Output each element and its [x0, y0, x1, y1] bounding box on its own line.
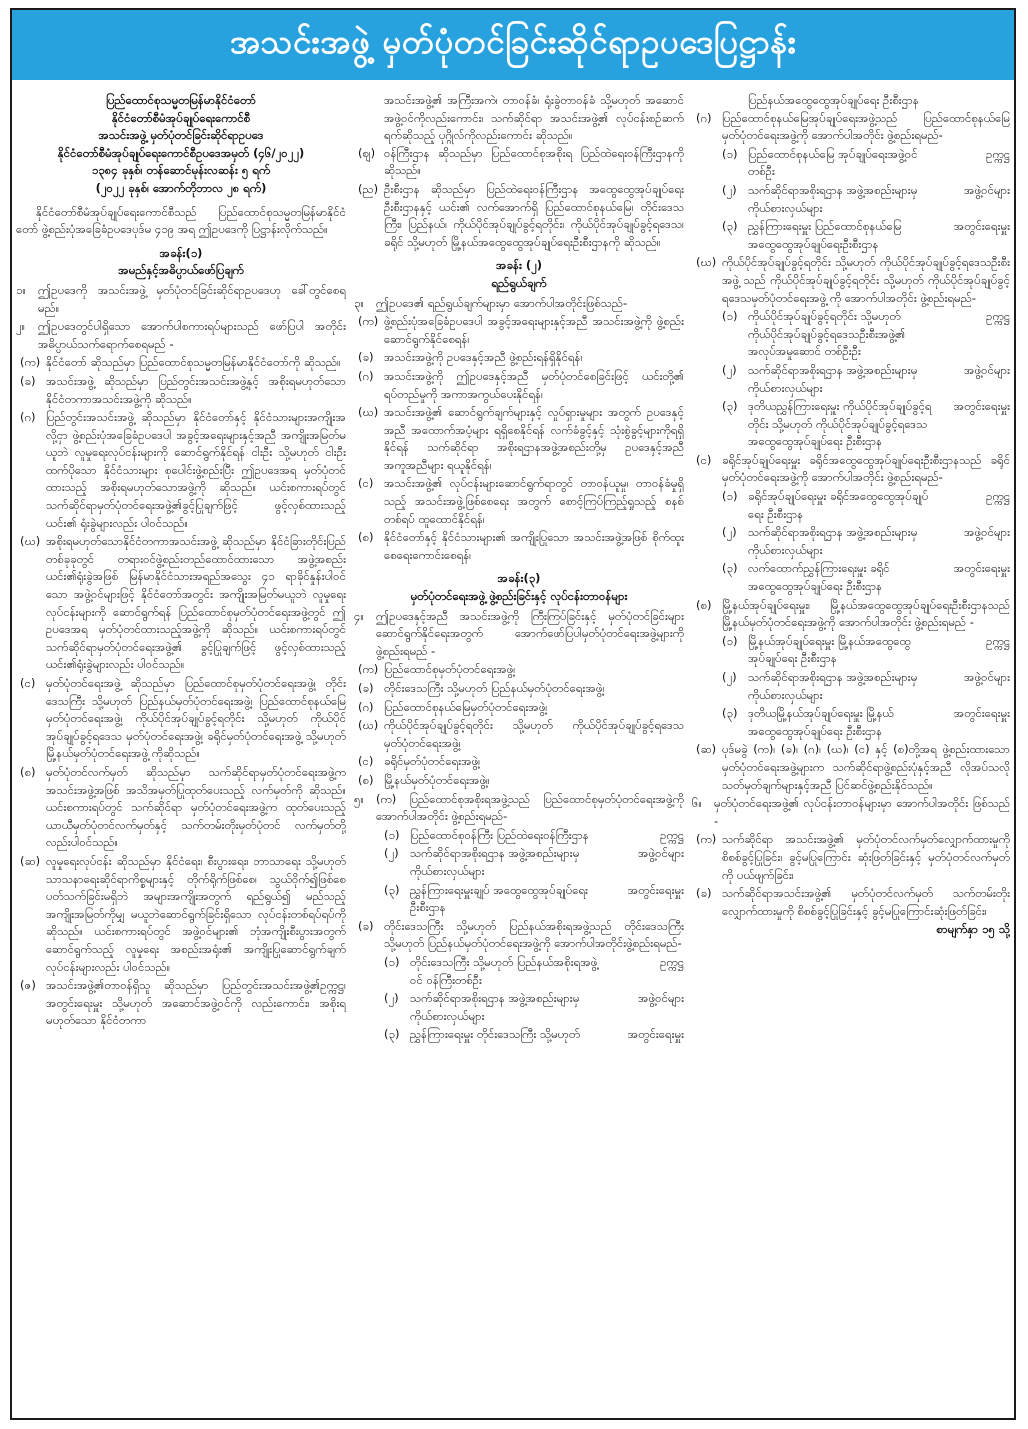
- member-role: ဥက္ကဋ္ဌ: [986, 309, 1010, 324]
- section-number: ၄။: [354, 608, 364, 623]
- member-row: [384, 845, 684, 880]
- header-line: နိုင်ငံတော်စီမံအုပ်ချုပ်ရေးကောင်စီဥပဒေအမှတ် (၄၆/၂၀၂၂): [57, 145, 305, 160]
- clause-text: မြို့နယ်အုပ်ချုပ်ရေးမှူး၊ မြို့နယ်အထွေထွေအုပ်ချုပ်ရေးဦးစီးဌာနသည် မြို့နယ်မှတ်ပုံတင်ရေးအဖွဲ့ကို အောက်ပါအတိုင်း ဖွဲ့စည်းရမည် -: [722, 597, 1010, 630]
- clause-mark: (က): [20, 355, 41, 370]
- chapter-number: အခန်း(၃): [497, 571, 541, 586]
- continued-text: ပြည်နယ်အထွေထွေအုပ်ချုပ်ရေး ဦးစီးဌာန: [748, 93, 919, 107]
- section-number: ၆။: [692, 796, 702, 811]
- section-number: ၂။: [16, 319, 26, 334]
- clause-text: အသင်းအဖွဲ့ ဆိုသည်မှာ ပြည်တွင်းအသင်းအဖွဲ့နှင့် အစိုးရမဟုတ်သော နိုင်ငံတကာအသင်းအဖွဲ့ကို ဆိုသည်။: [46, 373, 346, 406]
- clause-text: မြို့နယ်မှတ်ပုံတင်ရေးအဖွဲ့။: [384, 772, 490, 787]
- member-role: ဥက္ကဋ္ဌ: [986, 146, 1010, 161]
- chapter-title: အမည်နှင့်အဓိပ္ပာယ်ဖော်ပြချက်: [118, 263, 244, 278]
- member-role: ဥက္ကဋ္ဌ: [660, 827, 684, 842]
- member-role: အတွင်းရေးမှူး: [953, 399, 1010, 414]
- clause: [692, 254, 1010, 307]
- member-list: [354, 954, 684, 1044]
- clause-mark: (က): [358, 314, 379, 329]
- clause-mark: (ခ): [358, 918, 374, 933]
- clause-mark: (က): [358, 662, 379, 677]
- member-role: အတွင်းရေးမှူး: [627, 882, 684, 897]
- chapter-number: အခန်း(၁): [159, 245, 203, 260]
- clause-mark: (ဈ): [358, 145, 376, 160]
- member-role: အဖွဲ့ဝင်များ: [964, 362, 1010, 377]
- section: [354, 608, 684, 661]
- member-mark: (၁): [722, 489, 738, 504]
- clause: [354, 699, 684, 717]
- header-line: နိုင်ငံတော်စီမံအုပ်ချုပ်ရေးကောင်စီ: [111, 110, 251, 125]
- clause-mark: (ဂ): [358, 699, 374, 714]
- clause-mark: (ခ): [358, 681, 374, 695]
- member-mark: (၃): [384, 882, 400, 897]
- member-title: သက်ဆိုင်ရာအစိုးရဌာန အဖွဲ့အစည်းများမှ ကိုယ်စားလှယ်များ: [410, 991, 580, 1023]
- clause: [16, 764, 346, 852]
- clause-mark: (ခ): [696, 886, 712, 901]
- member-row: [722, 308, 1010, 361]
- clause-text: အစိုးရမဟုတ်သောနိုင်ငံတကာအသင်းအဖွဲ့ ဆိုသည်မှာ နိုင်ငံခြားတိုင်းပြည်တစ်ခုခုတွင် တရားဝင်ဖွဲ့စည်းတည်ထောင်ထားသော အဖွဲ့အစည်း ယင်း၏ရုံးခွဲအဖြစ် မြန်မာနိုင်ငံသားအရည်အသွေး ၄၁ ရာခိုင်နှုန်းပါဝင်သော အဖွဲ့ဝင်များဖြင့် နိုင်ငံတော်အတွင်း အကျိုးအမြတ်မယူဘဲ လူမှုရေးလုပ်ငန်းများကို ဆောင်ရွက်ရန် ပြည်ထောင်စုမှတ်ပုံတင်ရေးအဖွဲ့တွင် ဤဥပဒေအရ မှတ်ပုံတင်ထားသည့်အဖွဲ့ကို ဆိုသည်။ ယင်းစကားရပ်တွင် သက်ဆိုင်ရာမှတ်ပုံတင်ရေးအဖွဲ့၏ ခွင့်ပြုချက်ဖြင့် ဖွင့်လှစ်ထားသည့် ယင်း၏ရုံးခွဲများလည်း ပါဝင်သည်။: [46, 534, 346, 672]
- clause-text: ကိုယ်ပိုင်အုပ်ချုပ်ခွင့်ရတိုင်း သို့မဟုတ် ကိုယ်ပိုင်အုပ်ချုပ်ခွင့်ရဒေသမှတ်ပုံတင်ရေးအဖွဲ့၊: [384, 718, 684, 750]
- member-role: အတွင်းရေးမှူး: [953, 561, 1010, 576]
- clause: [354, 717, 684, 752]
- clause: [16, 373, 346, 408]
- clause: [354, 145, 684, 180]
- clause-mark: (ဆ): [696, 742, 717, 757]
- member-role: အဖွဲ့ဝင်များ: [964, 182, 1010, 197]
- member-row: [384, 1026, 684, 1044]
- clause-mark: (ဇ): [20, 978, 36, 993]
- member-title: ညွှန်ကြားရေးမှူး ပြည်ထောင်စုနယ်မြေ အထွေထွေအုပ်ချုပ်ရေးဦးစီးဌာန: [748, 219, 902, 251]
- member-row: [722, 524, 1010, 559]
- member-mark: (၃): [384, 1027, 400, 1042]
- continued-on-page-note: စာမျက်နှာ ၁၅ သို့: [936, 922, 1010, 937]
- member-role: အဖွဲ့ဝင်များ: [964, 525, 1010, 540]
- clause-text: ခရိုင်အုပ်ချုပ်ရေးမှူး ခရိုင်အထွေထွေအုပ်ချုပ်ရေးဦးစီးဌာနသည် ခရိုင်မှတ်ပုံတင်ရေးအဖွဲ့ကို အောက်ပါအတိုင်း ဖွဲ့စည်းရမည်-: [722, 452, 1010, 485]
- clause-mark: (ဂ): [358, 368, 374, 383]
- member-row: [384, 990, 684, 1025]
- section-number: ၃။: [354, 295, 364, 310]
- member-row: [722, 669, 1010, 704]
- clause-mark: (ဆ): [20, 853, 41, 868]
- intro-paragraph: နိုင်ငံတော်စီမံအုပ်ချုပ်ရေးကောင်စီသည် ပြည်ထောင်စုသမ္မတမြန်မာနိုင်ငံတော် ဖွဲ့စည်းပုံအခြေခံဥပဒေပုဒ်မ ၄၁၉ အရ ဤဥပဒေကို ပြဋ္ဌာန်းလိုက်သည်။: [16, 204, 346, 237]
- header-line: (၂၀၂၂ ခုနှစ်၊ အောက်တိုဘာလ ၂၈ ရက်): [95, 180, 267, 195]
- clause-mark: (ဃ): [696, 255, 717, 270]
- clause-text: အသင်းအဖွဲ့ကို ဥပဒေနှင့်အညီ ဖွဲ့စည်းရန်ရှိနိုင်ရန်၊: [384, 350, 583, 365]
- member-title: သက်ဆိုင်ရာအစိုးရဌာန အဖွဲ့အစည်းများမှ ကိုယ်စားလှယ်များ: [748, 362, 918, 395]
- member-mark: (၃): [722, 561, 738, 576]
- member-mark: (၂): [384, 991, 399, 1006]
- member-title: သက်ဆိုင်ရာအစိုးရဌာန အဖွဲ့အစည်းများမှ ကိုယ်စားလှယ်များ: [748, 182, 918, 215]
- member-list: [692, 488, 1010, 596]
- section-text: မှတ်ပုံတင်ရေးအဖွဲ့၏ လုပ်ငန်းတာဝန်များမှာ အောက်ပါအတိုင်း ဖြစ်သည် -: [714, 796, 1010, 828]
- definition-list: [16, 354, 346, 1030]
- clause: [354, 349, 684, 367]
- clause: [16, 853, 346, 976]
- clause-text: နိုင်ငံတော်နှင့် နိုင်ငံသားများ၏ အကျိုးပြုသော အသင်းအဖွဲ့အဖြစ် စိုက်ထူးစေရေးကောင်းစေရန်၊: [384, 530, 684, 562]
- clause: [354, 680, 684, 698]
- clause: [692, 885, 1010, 920]
- member-title: လက်ထောက်ညွှန်ကြားရေးမှူး ခရိုင်အထွေထွေအုပ်ချုပ်ရေး ဦးစီးဌာန: [748, 561, 890, 594]
- clause-mark: (စ): [358, 772, 374, 787]
- clause: [354, 529, 684, 564]
- clause-mark: (ခ): [20, 373, 36, 388]
- section-number: ၅။: [354, 791, 364, 806]
- member-role: ဥက္ကဋ္ဌ: [986, 489, 1010, 504]
- member-row: [384, 827, 684, 845]
- member-mark: (၃): [722, 399, 738, 414]
- clause-text: အသင်းအဖွဲ့၏တာဝန်ရှိသူ ဆိုသည်မှာ ပြည်တွင်းအသင်းအဖွဲ့၏ဥက္ကဋ္ဌ၊ အတွင်းရေးမှူး သို့မဟုတ် အဆောင်အဖွဲ့ဝင်ကို လည်းကောင်း၊ အစိုးရမဟုတ်သော နိုင်ငံတကာ: [46, 978, 346, 1028]
- member-row: [722, 362, 1010, 397]
- clause-text: သက်ဆိုင်ရာအသင်းအဖွဲ့၏ မှတ်ပုံတင်လက်မှတ် သက်တမ်းတိုးလျှောက်ထားမှုကို စိစစ်ခွင့်ပြုခြင်းနှင့် ခွင့်မပြုကြောင်းဆုံးဖြတ်ခြင်း၊: [722, 886, 1010, 918]
- member-mark: (၁): [384, 954, 400, 969]
- clause-text: ဖွဲ့စည်းပုံအခြေခံဥပဒေပါ အခွင့်အရေးများနှင့်အညီ အသင်းအဖွဲ့ကို ဖွဲ့စည်းဆောင်ရွက်နိုင်စေရန်၊: [384, 314, 684, 346]
- member-list: [692, 633, 1010, 741]
- section: [692, 795, 1010, 830]
- clause-mark: (ဂ): [20, 410, 36, 425]
- member-role: အဖွဲ့ဝင်များ: [638, 991, 684, 1006]
- clause-mark: (စ): [358, 530, 374, 545]
- member-role: အဖွဲ့ဝင်များ: [964, 670, 1010, 684]
- clause: [354, 772, 684, 790]
- member-role: ဥက္ကဋ္ဌ: [660, 954, 684, 969]
- clause-mark: (င): [358, 476, 374, 491]
- clause: [16, 409, 346, 532]
- member-title: ညွှန်ကြားရေးမှူး တိုင်းဒေသကြီး သို့မဟုတ်: [410, 1027, 581, 1042]
- section-text: ဤဥပဒေ၏ ရည်ရွယ်ချက်များမှာ အောက်ပါအတိုင်းဖြစ်သည်-: [376, 295, 628, 310]
- member-title: သက်ဆိုင်ရာအစိုးရဌာန အဖွဲ့အစည်းများမှ ကိုယ်စားလှယ်များ: [748, 670, 918, 702]
- member-mark: (၂): [722, 182, 737, 197]
- section-number: ၁။: [16, 282, 26, 297]
- clause: [16, 533, 346, 674]
- member-title: ကိုယ်ပိုင်အုပ်ချုပ်ခွင့်ရတိုင်း သို့မဟုတ် ကိုယ်ပိုင်အုပ်ချုပ်ခွင့်ရဒေသဦးစီးအဖွဲ့၏ အလုပ်အမှုဆောင် တစ်ဦးဦး: [748, 309, 906, 359]
- member-row: [722, 560, 1010, 595]
- clause: [16, 675, 346, 763]
- clause-mark: (စ): [20, 764, 36, 779]
- header-line: အသင်းအဖွဲ့ မှတ်ပုံတင်ခြင်းဆိုင်ရာဥပဒေ: [98, 128, 264, 143]
- member-title: ညွှန်ကြားရေးမှူးချုပ် အထွေထွေအုပ်ချုပ်ရေးဦးစီးဌာန: [410, 882, 588, 915]
- objective-list: [354, 313, 684, 564]
- header-line: ၁၃၈၄ ခုနှစ်၊ တန်ဆောင်မုန်းလဆန်း ၅ ရက်: [91, 163, 271, 178]
- clause-text: တိုင်းဒေသကြီး သို့မဟုတ် ပြည်နယ်အစိုးရအဖွဲ့သည် တိုင်းဒေသကြီး သို့မဟုတ် ပြည်နယ်မှတ်ပုံတင်ရေးအဖွဲ့ကို အောက်ပါအတိုင်းဖွဲ့စည်းရမည်-: [384, 918, 684, 951]
- member-list: [692, 146, 1010, 254]
- clause-mark: (င): [20, 676, 36, 690]
- member-title: သက်ဆိုင်ရာအစိုးရဌာန အဖွဲ့အစည်းများမှ ကိုယ်စားလှယ်များ: [748, 525, 918, 557]
- clause-mark: (ဃ): [20, 534, 41, 549]
- clause-mark: (ခ): [358, 350, 374, 365]
- column-1: [16, 92, 346, 1414]
- chapter-title: မှတ်ပုံတင်ရေးအဖွဲ့ ဖွဲ့စည်းခြင်းနှင့် လုပ်ငန်းတာဝန်များ: [410, 589, 628, 604]
- member-role: ဥက္ကဋ္ဌ: [986, 633, 1010, 648]
- clause: [692, 831, 1010, 884]
- clause-mark: (ည): [358, 181, 379, 196]
- clause: [354, 313, 684, 348]
- clause-mark: (ဃ): [358, 405, 379, 420]
- clause-text: အသင်းအဖွဲ့ကို ဤဥပဒေနှင့်အညီ မှတ်ပုံတင်စေခြင်းဖြင့် ယင်းတို့၏ ရပ်တည်မှုကို အကာအကွယ်ပေးနိုင်ရန်၊: [384, 368, 684, 401]
- definition-list: [354, 145, 684, 252]
- column-2: [354, 92, 684, 1414]
- chapter-title: ရည်ရွယ်ချက်: [491, 275, 547, 290]
- clause-mark: (က): [696, 832, 717, 847]
- header-line: ပြည်ထောင်စုသမ္မတမြန်မာနိုင်ငံတော်: [105, 93, 257, 107]
- clause: [354, 404, 684, 474]
- clause: [354, 181, 684, 251]
- clause-text: ပြည်ထောင်စုမှတ်ပုံတင်ရေးအဖွဲ့၊: [384, 662, 516, 677]
- clause-text: ပြည်ထောင်စုအစိုးရအဖွဲ့သည် ပြည်ထောင်စုမှတ်ပုံတင်ရေးအဖွဲ့ကို အောက်ပါအတိုင်း ဖွဲ့စည်းရမည်-: [376, 791, 684, 824]
- duty-list: [692, 831, 1010, 920]
- member-row: [722, 218, 1010, 253]
- section: [354, 295, 684, 313]
- clause-text: ခရိုင်မှတ်ပုံတင်ရေးအဖွဲ့၊: [384, 754, 481, 769]
- member-title: ပြည်ထောင်စုဝန်ကြီး ပြည်ထဲရေးဝန်ကြီးဌာန: [410, 827, 589, 842]
- clause: [16, 977, 346, 1030]
- clause-mark: (ဂ): [696, 110, 712, 125]
- member-row: [384, 954, 684, 989]
- document-body: [16, 92, 1012, 1414]
- clause: [354, 661, 684, 679]
- section: [16, 282, 346, 317]
- clause-text: ကိုယ်ပိုင်အုပ်ချုပ်ခွင့်ရတိုင်း သို့မဟုတ် ကိုယ်ပိုင်အုပ်ချုပ်ခွင့်ရဒေသဦးစီးအဖွဲ့ သည် ကိုယ်ပိုင်အုပ်ချုပ်ခွင့်ရတိုင်း သို့မဟုတ် ကိုယ်ပိုင်အုပ်ချုပ်ခွင့်ရဒေသမှတ်ပုံတင်ရေးအဖွဲ့ ကို အောက်ပါအတိုင်း ဖွဲ့စည်းရမည်-: [722, 255, 1010, 305]
- member-title: မြို့နယ်အုပ်ချုပ်ရေးမှူး မြို့နယ်အထွေထွေအုပ်ချုပ်ရေး ဦးစီးဌာန: [748, 633, 911, 666]
- member-mark: (၃): [722, 219, 738, 234]
- chapter-number: အခန်း (၂): [495, 258, 543, 273]
- clause: [692, 597, 1010, 632]
- member-role: အတွင်းရေးမှူး: [953, 219, 1010, 234]
- clause-text: သက်ဆိုင်ရာ အသင်းအဖွဲ့၏ မှတ်ပုံတင်လက်မှတ်လျှောက်ထားမှုကို စိစစ်ခွင့်ပြုခြင်း၊ ခွင့်မပြုကြောင်း ဆုံးဖြတ်ခြင်းနှင့် မှတ်ပုံတင်လက်မှတ်ကို ပယ်ဖျက်ခြင်း၊: [722, 832, 1010, 882]
- clause-text: ပြည်ထောင်စုနယ်မြေအုပ်ချုပ်ရေးအဖွဲ့သည် ပြည်ထောင်စုနယ်မြေမှတ်ပုံတင်ရေးအဖွဲ့ကို အောက်ပါအတိုင်း ဖွဲ့စည်းရမည်-: [722, 110, 1010, 143]
- member-mark: (၂): [722, 670, 737, 684]
- member-mark: (၁): [722, 309, 738, 324]
- member-row: [722, 705, 1010, 740]
- clause: [16, 354, 346, 372]
- member-role: အတွင်းရေးမှူး: [953, 706, 1010, 721]
- clause-mark: (င): [696, 452, 712, 467]
- clause-text: ပြည်တွင်းအသင်းအဖွဲ့ ဆိုသည်မှာ နိုင်ငံတော်နှင့် နိုင်ငံသားများအကျိုးအလို့ငှာ ဖွဲ့စည်းပုံအခြေခံဥပဒေပါ အခွင့်အရေးများနှင့်အညီ အကျိုးအမြတ်မယူဘဲ လူမှုရေးလုပ်ငန်းများကို ဆောင်ရွက်နိုင်ရန် ငါးဦး သို့မဟုတ် ငါးဦးထက်ပိုသော နိုင်ငံသားများ စုပေါင်းဖွဲ့စည်းပြီး ဤဥပဒေအရ မှတ်ပုံတင်ထားသည့် အစိုးရမဟုတ်သောအဖွဲ့ကို ဆိုသည်။ ယင်းစကားရပ်တွင် သက်ဆိုင်ရာမှတ်ပုံတင်ရေးအဖွဲ့၏ခွင့်ပြုချက်ဖြင့် ဖွင့်လှစ်ထားသည့် ယင်း၏ ရုံးခွဲများလည်း ပါဝင်သည်။: [46, 410, 346, 530]
- clause: [354, 753, 684, 771]
- section-text: ဤဥပဒေနှင့်အညီ အသင်းအဖွဲ့ကို ကြီးကြပ်ခြင်းနှင့် မှတ်ပုံတင်ခြင်းများ ဆောင်ရွက်နိုင်ရေးအတွက် အောက်ဖော်ပြပါမှတ်ပုံတင်ရေးအဖွဲ့များကို ဖွဲ့စည်းရမည် -: [376, 608, 684, 658]
- section-text: ဤဥပဒေကို အသင်းအဖွဲ့ မှတ်ပုံတင်ခြင်းဆိုင်ရာဥပဒေဟု ခေါ်တွင်စေရမည်။: [38, 282, 346, 315]
- clause: [354, 475, 684, 528]
- member-row: [722, 146, 1010, 181]
- clause-mark: (စ): [696, 597, 712, 612]
- member-mark: (၂): [722, 362, 737, 377]
- clause-text: နိုင်ငံတော် ဆိုသည်မှာ ပြည်ထောင်စုသမ္မတမြန်မာနိုင်ငံတော်ကို ဆိုသည်။: [46, 355, 341, 370]
- clause-mark: (က): [376, 791, 397, 806]
- member-mark: (၁): [722, 146, 738, 161]
- member-title: ခရိုင်အုပ်ချုပ်ရေးမှူး ခရိုင်အထွေထွေအုပ်ချုပ်ရေး ဦးစီးဌာန: [748, 489, 929, 521]
- clause-text: ပုဒ်မခွဲ (က)၊ (ခ)၊ (ဂ)၊ (ဃ)၊ (င) နှင့် (စ)တို့အရ ဖွဲ့စည်းထားသော မှတ်ပုံတင်ရေးအဖွဲ့များက သက်ဆိုင်ရာဖွဲ့စည်းပုံနှင့်အညီ လိုအပ်သလို သတ်မှတ်ချက်များနှင့်အညီ ပြင်ဆင်ဖွဲ့စည်းနိုင်သည်။: [722, 742, 1010, 792]
- clause-text: ပြည်ထောင်စုနယ်မြေမှတ်ပုံတင်ရေးအဖွဲ့၊: [384, 699, 548, 714]
- section-text: ဤဥပဒေတွင်ပါရှိသော အောက်ပါစကားရပ်များသည် ဖော်ပြပါ အတိုင်း အဓိပ္ပာယ်သက်ရောက်စေရမည် -: [38, 319, 346, 351]
- section-text: [376, 791, 684, 826]
- clause-text: မှတ်ပုံတင်လက်မှတ် ဆိုသည်မှာ သက်ဆိုင်ရာမှတ်ပုံတင်ရေးအဖွဲ့က အသင်းအဖွဲ့အဖြစ် အသိအမှတ်ပြုထုတ်ပေးသည့် လက်မှတ်ကို ဆိုသည်။ ယင်းစကားရပ်တွင် သက်ဆိုင်ရာ မှတ်ပုံတင်ရေးအဖွဲ့က ထုတ်ပေးသည့် ယာယီမှတ်ပုံတင်လက်မှတ်နှင့် သက်တမ်းတိုးမှတ်ပုံတင် လက်မှတ်တို့လည်းပါဝင်သည်။: [46, 764, 346, 850]
- member-role: အတွင်းရေးမှူး: [627, 1027, 684, 1042]
- member-row: [722, 182, 1010, 217]
- clause-text: အသင်းအဖွဲ့၏ လုပ်ငန်းများဆောင်ရွက်ရာတွင် တာဝန်ယူမှု၊ တာဝန်ခံမှုရှိသည့် အသင်းအဖွဲ့ဖြစ်စေရေး အတွက် စောင့်ကြပ်ကြည့်ရှုသည့် စနစ်တစ်ရပ် ထူထောင်နိုင်ရန်၊: [384, 476, 684, 526]
- section: [16, 318, 346, 353]
- continued-text: အသင်းအဖွဲ့၏ အကြီးအကဲ၊ တာဝန်ခံ၊ ရုံးခွဲတာဝန်ခံ သို့မဟုတ် အဆောင်အဖွဲ့ဝင်ကိုလည်းကောင်း၊ သက်ဆိုင်ရာ အသင်းအဖွဲ့၏ လုပ်ငန်းစဉ်ဆက်ရက်ဆိုသည့် ပုဂ္ဂိုလ်ကိုလည်းကောင်း ဆိုသည်။: [384, 93, 684, 143]
- clause-text: ဦးစီးဌာန ဆိုသည်မှာ ပြည်ထဲရေးဝန်ကြီးဌာန အထွေထွေအုပ်ချုပ်ရေးဦးစီးဌာနနှင့် ယင်း၏ လက်အောက်ရှိ ပြည်ထောင်စုနယ်မြေ၊ တိုင်းဒေသကြီး၊ ပြည်နယ်၊ ကိုယ်ပိုင်အုပ်ချုပ်ခွင့်ရတိုင်း၊ ကိုယ်ပိုင်အုပ်ချုပ်ခွင့်ရဒေသ၊ ခရိုင် သို့မဟုတ် မြို့နယ်အထွေထွေအုပ်ချုပ်ရေးဦးစီးဌာနကို ဆိုသည်။: [384, 181, 684, 249]
- clause-text: အသင်းအဖွဲ့၏ ဆောင်ရွက်ချက်များနှင့် လှုပ်ရှားမှုများ အတွက် ဥပဒေနှင့်အညီ အထောက်အပံ့များ ရရှိစေနိုင်ရန် လက်ခံခွင့်နှင့် သုံးစွဲခွင့်များကိုရရှိနိုင်ရန် သက်ဆိုင်ရာ အစိုးရဌာနအဖွဲ့အစည်းတို့မှ ဥပဒေနှင့်အညီ အကူအညီများ ရယူနိုင်ရန်၊: [384, 405, 684, 472]
- member-mark: (၂): [722, 525, 737, 540]
- member-title: ပြည်ထောင်စုနယ်မြေ အုပ်ချုပ်ရေးအဖွဲ့ဝင်တစ်ဦး: [748, 146, 918, 179]
- member-mark: (၁): [384, 827, 400, 842]
- clause-text: လူမှုရေးလုပ်ငန်း ဆိုသည်မှာ နိုင်ငံရေး၊ စီးပွားရေး၊ ဘာသာရေး သို့မဟုတ် သာသနာရေးဆိုင်ရာကိစ္စများနှင့် တိုက်ရိုက်ဖြစ်စေ၊ သွယ်ဝိုက်၍ဖြစ်စေ ပတ်သက်ခြင်းမရှိဘဲ အများအကျိုးအတွက် ရည်ရွယ်၍ မည်သည့် အကျိုးအမြတ်ကိုမျှ မယူဘဲဆောင်ရွက်ခြင်းရှိသော လုပ်ငန်းတစ်ရပ်ရပ်ကိုဆိုသည်။ ယင်းစကားရပ်တွင် အဖွဲ့ဝင်များ၏ ဘုံအကျိုးစီးပွားအတွက် ဆောင်ရွက်သည့် လူမှုရေး အစည်းအရုံး၏ အကျိုးပြုဆောင်ရွက်ချက်လုပ်ငန်းများလည်း ပါဝင်သည်။: [46, 853, 346, 974]
- member-title: သက်ဆိုင်ရာအစိုးရဌာန အဖွဲ့အစည်းများမှ ကိုယ်စားလှယ်များ: [410, 846, 580, 878]
- clause: [692, 452, 1010, 487]
- clause: [354, 368, 684, 403]
- clause: [692, 110, 1010, 145]
- member-row: [722, 633, 1010, 668]
- clause-text: ဝန်ကြီးဌာန ဆိုသည်မှာ ပြည်ထောင်စုအစိုးရ ပြည်ထဲရေးဝန်ကြီးဌာနကိုဆိုသည်။: [384, 145, 684, 178]
- member-list: [692, 308, 1010, 451]
- member-title: တိုင်းဒေသကြီး သို့မဟုတ် ပြည်နယ်အစိုးရအဖွဲ့ဝင် ဝန်ကြီးတစ်ဦး: [410, 954, 598, 987]
- member-mark: (၃): [722, 706, 738, 721]
- section: [354, 791, 684, 826]
- clause: [692, 741, 1010, 794]
- member-row: [722, 398, 1010, 451]
- clause-mark: (င): [358, 754, 374, 769]
- column-3: [692, 92, 1010, 1414]
- clause-text: မှတ်ပုံတင်ရေးအဖွဲ့ ဆိုသည်မှာ ပြည်ထောင်စုမှတ်ပုံတင်ရေးအဖွဲ့၊ တိုင်းဒေသကြီး သို့မဟုတ် ပြည်နယ်မှတ်ပုံတင်ရေးအဖွဲ့၊ ပြည်ထောင်စုနယ်မြေ မှတ်ပုံတင်ရေးအဖွဲ့၊ ကိုယ်ပိုင်အုပ်ချုပ်ခွင့်ရတိုင်း သို့မဟုတ် ကိုယ်ပိုင်အုပ်ချုပ်ခွင့်ရဒေသ မှတ်ပုံတင်ရေးအဖွဲ့၊ ခရိုင်မှတ်ပုံတင်ရေးအဖွဲ့ သို့မဟုတ် မြို့နယ်မှတ်ပုံတင်ရေးအဖွဲ့ ကိုဆိုသည်။: [46, 676, 346, 761]
- member-mark: (၂): [384, 846, 399, 861]
- body-list: [354, 661, 684, 789]
- clause: [354, 918, 684, 953]
- member-mark: (၁): [722, 633, 738, 648]
- member-row: [384, 882, 684, 917]
- member-role: အဖွဲ့ဝင်များ: [638, 846, 684, 861]
- clause-mark: (ဃ): [358, 718, 379, 733]
- member-title: ဒုတိယမြို့နယ်အုပ်ချုပ်ရေးမှူး မြို့နယ်အထွေထွေအုပ်ချုပ်ရေး ဦးစီးဌာန: [748, 706, 894, 738]
- member-list: [354, 827, 684, 917]
- page-title: အသင်းအဖွဲ့ မှတ်ပုံတင်ခြင်းဆိုင်ရာဥပဒေပြဋ္ဌာန်း: [12, 10, 1014, 80]
- clause-text: တိုင်းဒေသကြီး သို့မဟုတ် ပြည်နယ်မှတ်ပုံတင်ရေးအဖွဲ့၊: [384, 681, 605, 695]
- member-title: ဒုတိယညွှန်ကြားရေးမှူး ကိုယ်ပိုင်အုပ်ချုပ်ခွင့်ရတိုင်း သို့မဟုတ် ကိုယ်ပိုင်အုပ်ချုပ်ခွင့်ရဒေသ အထွေထွေအုပ်ချုပ်ရေး ဦးစီးဌာန: [748, 399, 932, 449]
- member-row: [722, 488, 1010, 523]
